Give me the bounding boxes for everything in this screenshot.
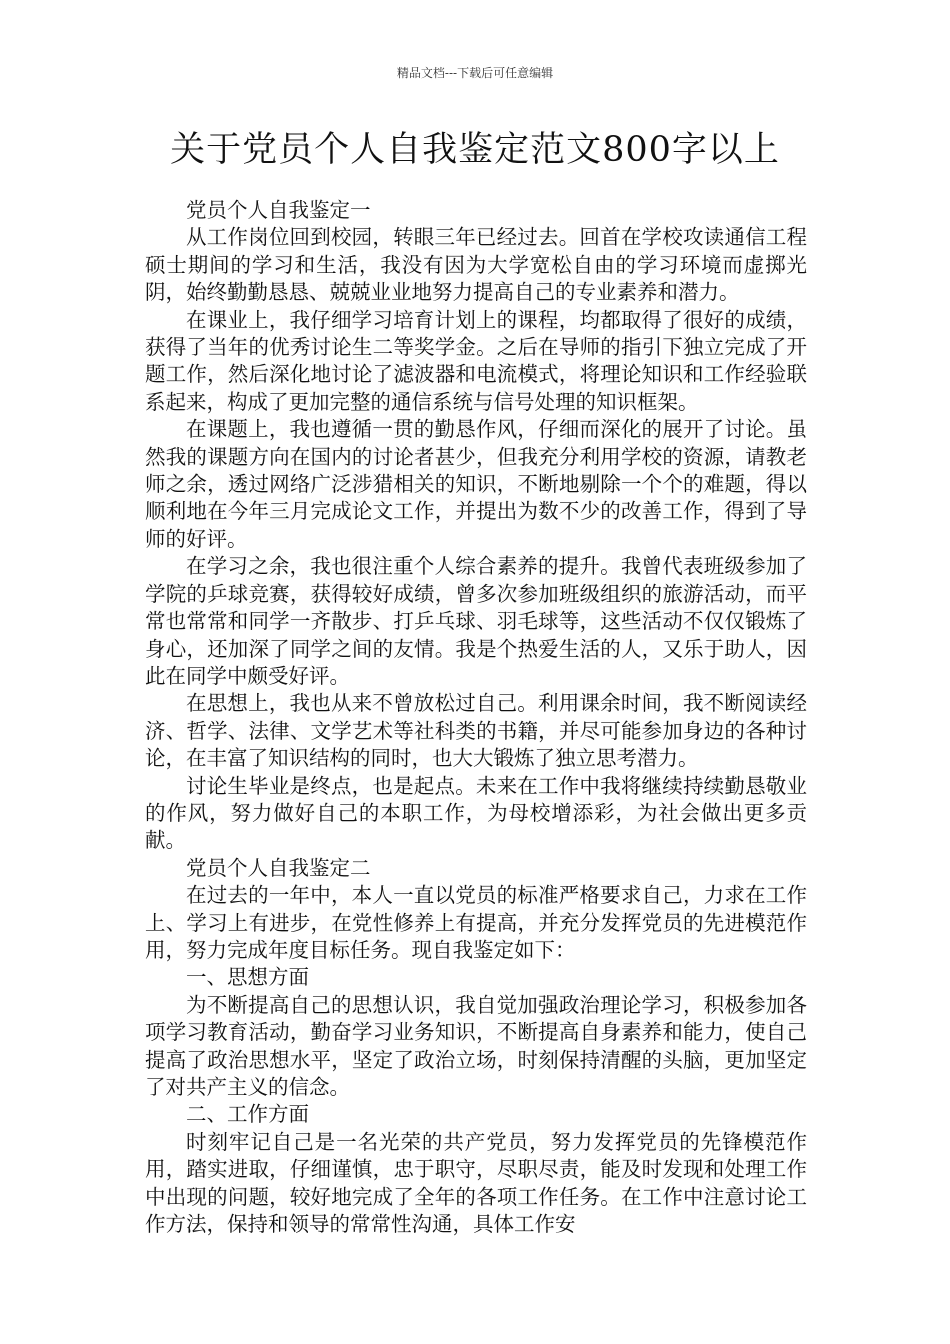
page-header-note: 精品文档---下载后可任意编辑 [396,66,554,80]
paragraph: 在课业上，我仔细学习培育计划上的课程，均都取得了很好的成绩，获得了当年的优秀讨论生二等奖学金。之后在导师的指引下独立完成了开题工作，然后深化地讨论了滤波器和电流模式，将理论知识和工作经验联系起来，构成了更加完整的通信系统与信号处理的知识框架。 [145,307,807,414]
subheading-work: 二、工作方面 [186,1102,309,1127]
paragraph: 从工作岗位回到校园，转眼三年已经过去。回首在学校攻读通信工程硕士期间的学习和生活，我没有因为大学宽松自由的学习环境而虚掷光阴，始终勤勤恳恳、兢兢业业地努力提高自己的专业素养和潜力。 [145,225,807,305]
paragraph: 在思想上，我也从来不曾放松过自己。利用课余时间，我不断阅读经济、哲学、法律、文学艺术等社科类的书籍，并尽可能参加身边的各种讨论，在丰富了知识结构的同时，也大大锻炼了独立思考潜力。 [145,691,807,771]
paragraph: 讨论生毕业是终点，也是起点。未来在工作中我将继续持续勤恳敬业的作风，努力做好自己的本职工作，为母校增添彩，为社会做出更多贡献。 [145,773,807,853]
document-title: 关于党员个人自我鉴定范文800字以上 [170,130,780,170]
subheading-thought: 一、思想方面 [186,965,309,990]
paragraph: 在过去的一年中，本人一直以党员的标准严格要求自己，力求在工作上、学习上有进步，在党性修养上有提高，并充分发挥党员的先进模范作用，努力完成年度目标任务。现自我鉴定如下： [145,883,807,962]
paragraph: 在课题上，我也遵循一贯的勤恳作风，仔细而深化的展开了讨论。虽然我的课题方向在国内的讨论者甚少，但我充分利用学校的资源，请教老师之余，透过网络广泛涉猎相关的知识，不断地剔除一个个的难题，得以顺利地在今年三月完成论文工作，并提出为数不少的改善工作，得到了导师的好评。 [145,417,807,551]
section-heading-1: 党员个人自我鉴定一 [186,198,371,222]
section-heading-2: 党员个人自我鉴定二 [186,855,371,880]
paragraph: 为不断提高自己的思想认识，我自觉加强政治理论学习，积极参加各项学习教育活动，勤奋学习业务知识，不断提高自身素养和能力，使自己提高了政治思想水平，坚定了政治立场，时刻保持清醒的头脑，更加坚定了对共产主义的信念。 [145,992,807,1099]
document-body [145,197,807,1238]
paragraph: 时刻牢记自己是一名光荣的共产党员，努力发挥党员的先锋模范作用，踏实进取，仔细谨慎，忠于职守，尽职尽责，能及时发现和处理工作中出现的问题，较好地完成了全年的各项工作任务。在工作中注意讨论工作方法，保持和领导的常常性沟通，具体工作安 [145,1129,807,1237]
paragraph: 在学习之余，我也很注重个人综合素养的提升。我曾代表班级参加了学院的乒球竞赛，获得较好成绩，曾多次参加班级组织的旅游活动，而平常也常常和同学一齐散步、打乒乓球、羽毛球等，这些活动不仅仅锻炼了身心，还加深了同学之间的友情。我是个热爱生活的人，又乐于助人，因此在同学中颇受好评。 [145,554,807,688]
